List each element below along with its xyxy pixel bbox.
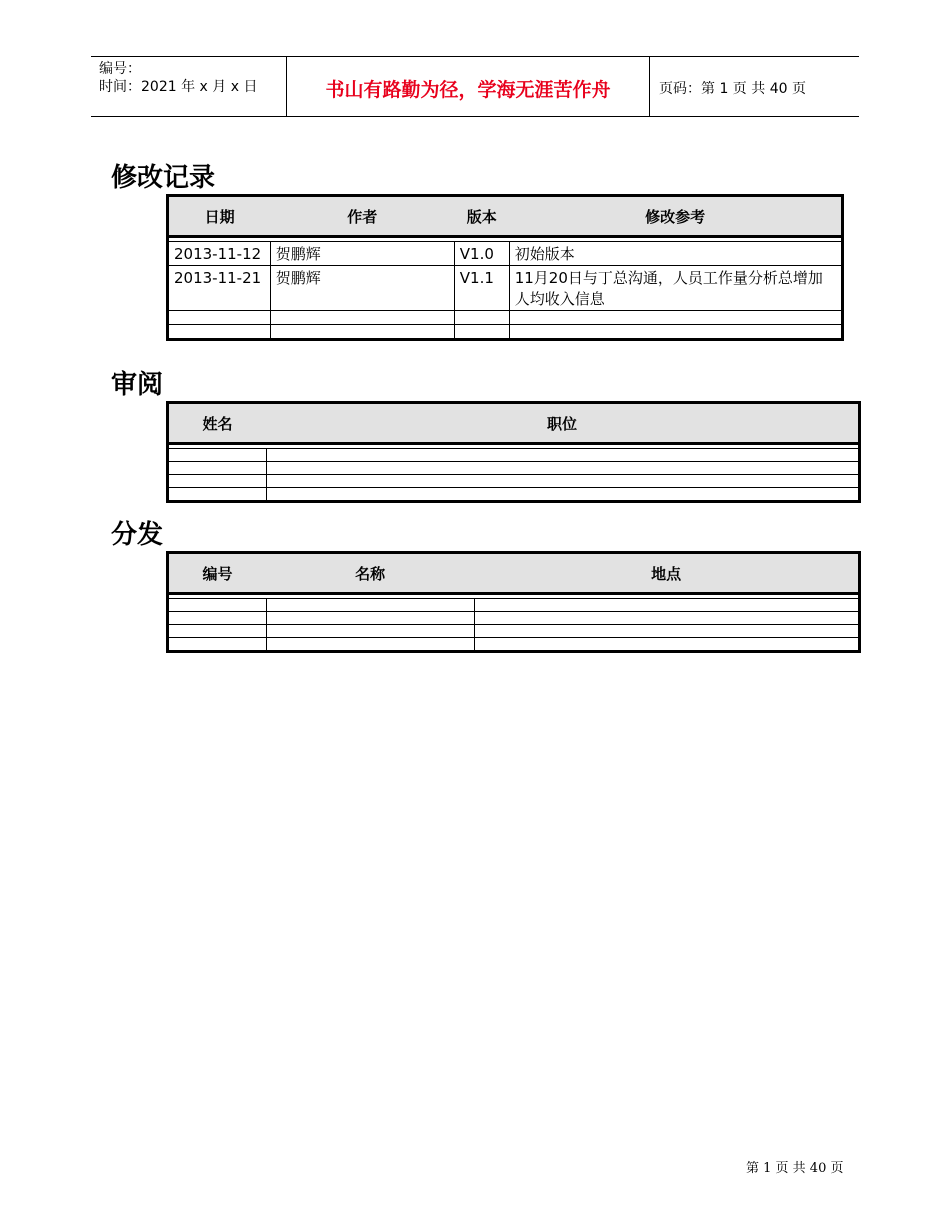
cell-title [266, 638, 474, 652]
cell-version [454, 311, 509, 325]
cell-author [270, 325, 454, 340]
column-header-change-ref: 修改参考 [509, 196, 842, 237]
cell-date [168, 311, 271, 325]
cell-location [474, 599, 859, 612]
cell-change-ref [509, 311, 842, 325]
table-row [168, 242, 843, 266]
cell-position [266, 449, 859, 462]
table-row [168, 488, 860, 502]
cell-title [266, 625, 474, 638]
table-row [168, 599, 860, 612]
cell-author [270, 311, 454, 325]
cell-date [168, 325, 271, 340]
page-footer: 第 1 页 共 40 页 [746, 1161, 844, 1176]
review-heading: 审阅 [111, 370, 164, 400]
distribution-heading: 分发 [111, 520, 164, 550]
document-time-label: 时间：2021 年 x 月 x 日 [99, 79, 258, 95]
cell-position [266, 488, 859, 502]
cell-name [168, 462, 267, 475]
column-header-location: 地点 [474, 553, 859, 594]
column-header-version: 版本 [454, 196, 509, 237]
cell-location [474, 612, 859, 625]
header-page-info: 页码：第 1 页 共 40 页 [659, 81, 806, 97]
table-row [168, 325, 843, 340]
table-row [168, 475, 860, 488]
column-header-date: 日期 [168, 196, 271, 237]
cell-name [168, 488, 267, 502]
revisions-table [166, 194, 844, 341]
cell-version [454, 325, 509, 340]
table-row [168, 612, 860, 625]
cell-change-ref: 11月20日与丁总沟通，人员工作量分析总增加人均收入信息 [509, 266, 842, 311]
page-header [91, 56, 859, 117]
table-row [168, 638, 860, 652]
cell-author: 贺鹏辉 [270, 266, 454, 311]
column-header-title: 名称 [266, 553, 474, 594]
review-table [166, 401, 861, 503]
table-row [168, 266, 843, 311]
column-header-author: 作者 [270, 196, 454, 237]
header-meta [99, 60, 257, 96]
table-row [168, 462, 860, 475]
column-header-number: 编号 [168, 553, 267, 594]
revisions-heading: 修改记录 [111, 163, 216, 193]
cell-author: 贺鹏辉 [270, 242, 454, 266]
cell-position [266, 475, 859, 488]
cell-location [474, 638, 859, 652]
table-header-row [168, 553, 860, 594]
cell-title [266, 612, 474, 625]
cell-version: V1.1 [454, 266, 509, 311]
cell-version: V1.0 [454, 242, 509, 266]
cell-number [168, 612, 267, 625]
header-divider [649, 57, 650, 116]
document-number-label: 编号： [99, 61, 141, 77]
table-row [168, 625, 860, 638]
cell-position [266, 462, 859, 475]
distribution-table [166, 551, 861, 653]
cell-change-ref [509, 325, 842, 340]
cell-number [168, 638, 267, 652]
cell-location [474, 625, 859, 638]
table-row [168, 311, 843, 325]
cell-date: 2013-11-12 [168, 242, 271, 266]
column-header-name: 姓名 [168, 403, 267, 444]
cell-number [168, 625, 267, 638]
cell-date: 2013-11-21 [168, 266, 271, 311]
cell-name [168, 475, 267, 488]
table-header-row [168, 196, 843, 237]
cell-name [168, 449, 267, 462]
cell-change-ref: 初始版本 [509, 242, 842, 266]
cell-title [266, 599, 474, 612]
cell-number [168, 599, 267, 612]
table-header-row [168, 403, 860, 444]
table-row [168, 449, 860, 462]
column-header-position: 职位 [266, 403, 859, 444]
header-motto: 书山有路勤为径，学海无涯苦作舟 [325, 79, 611, 101]
